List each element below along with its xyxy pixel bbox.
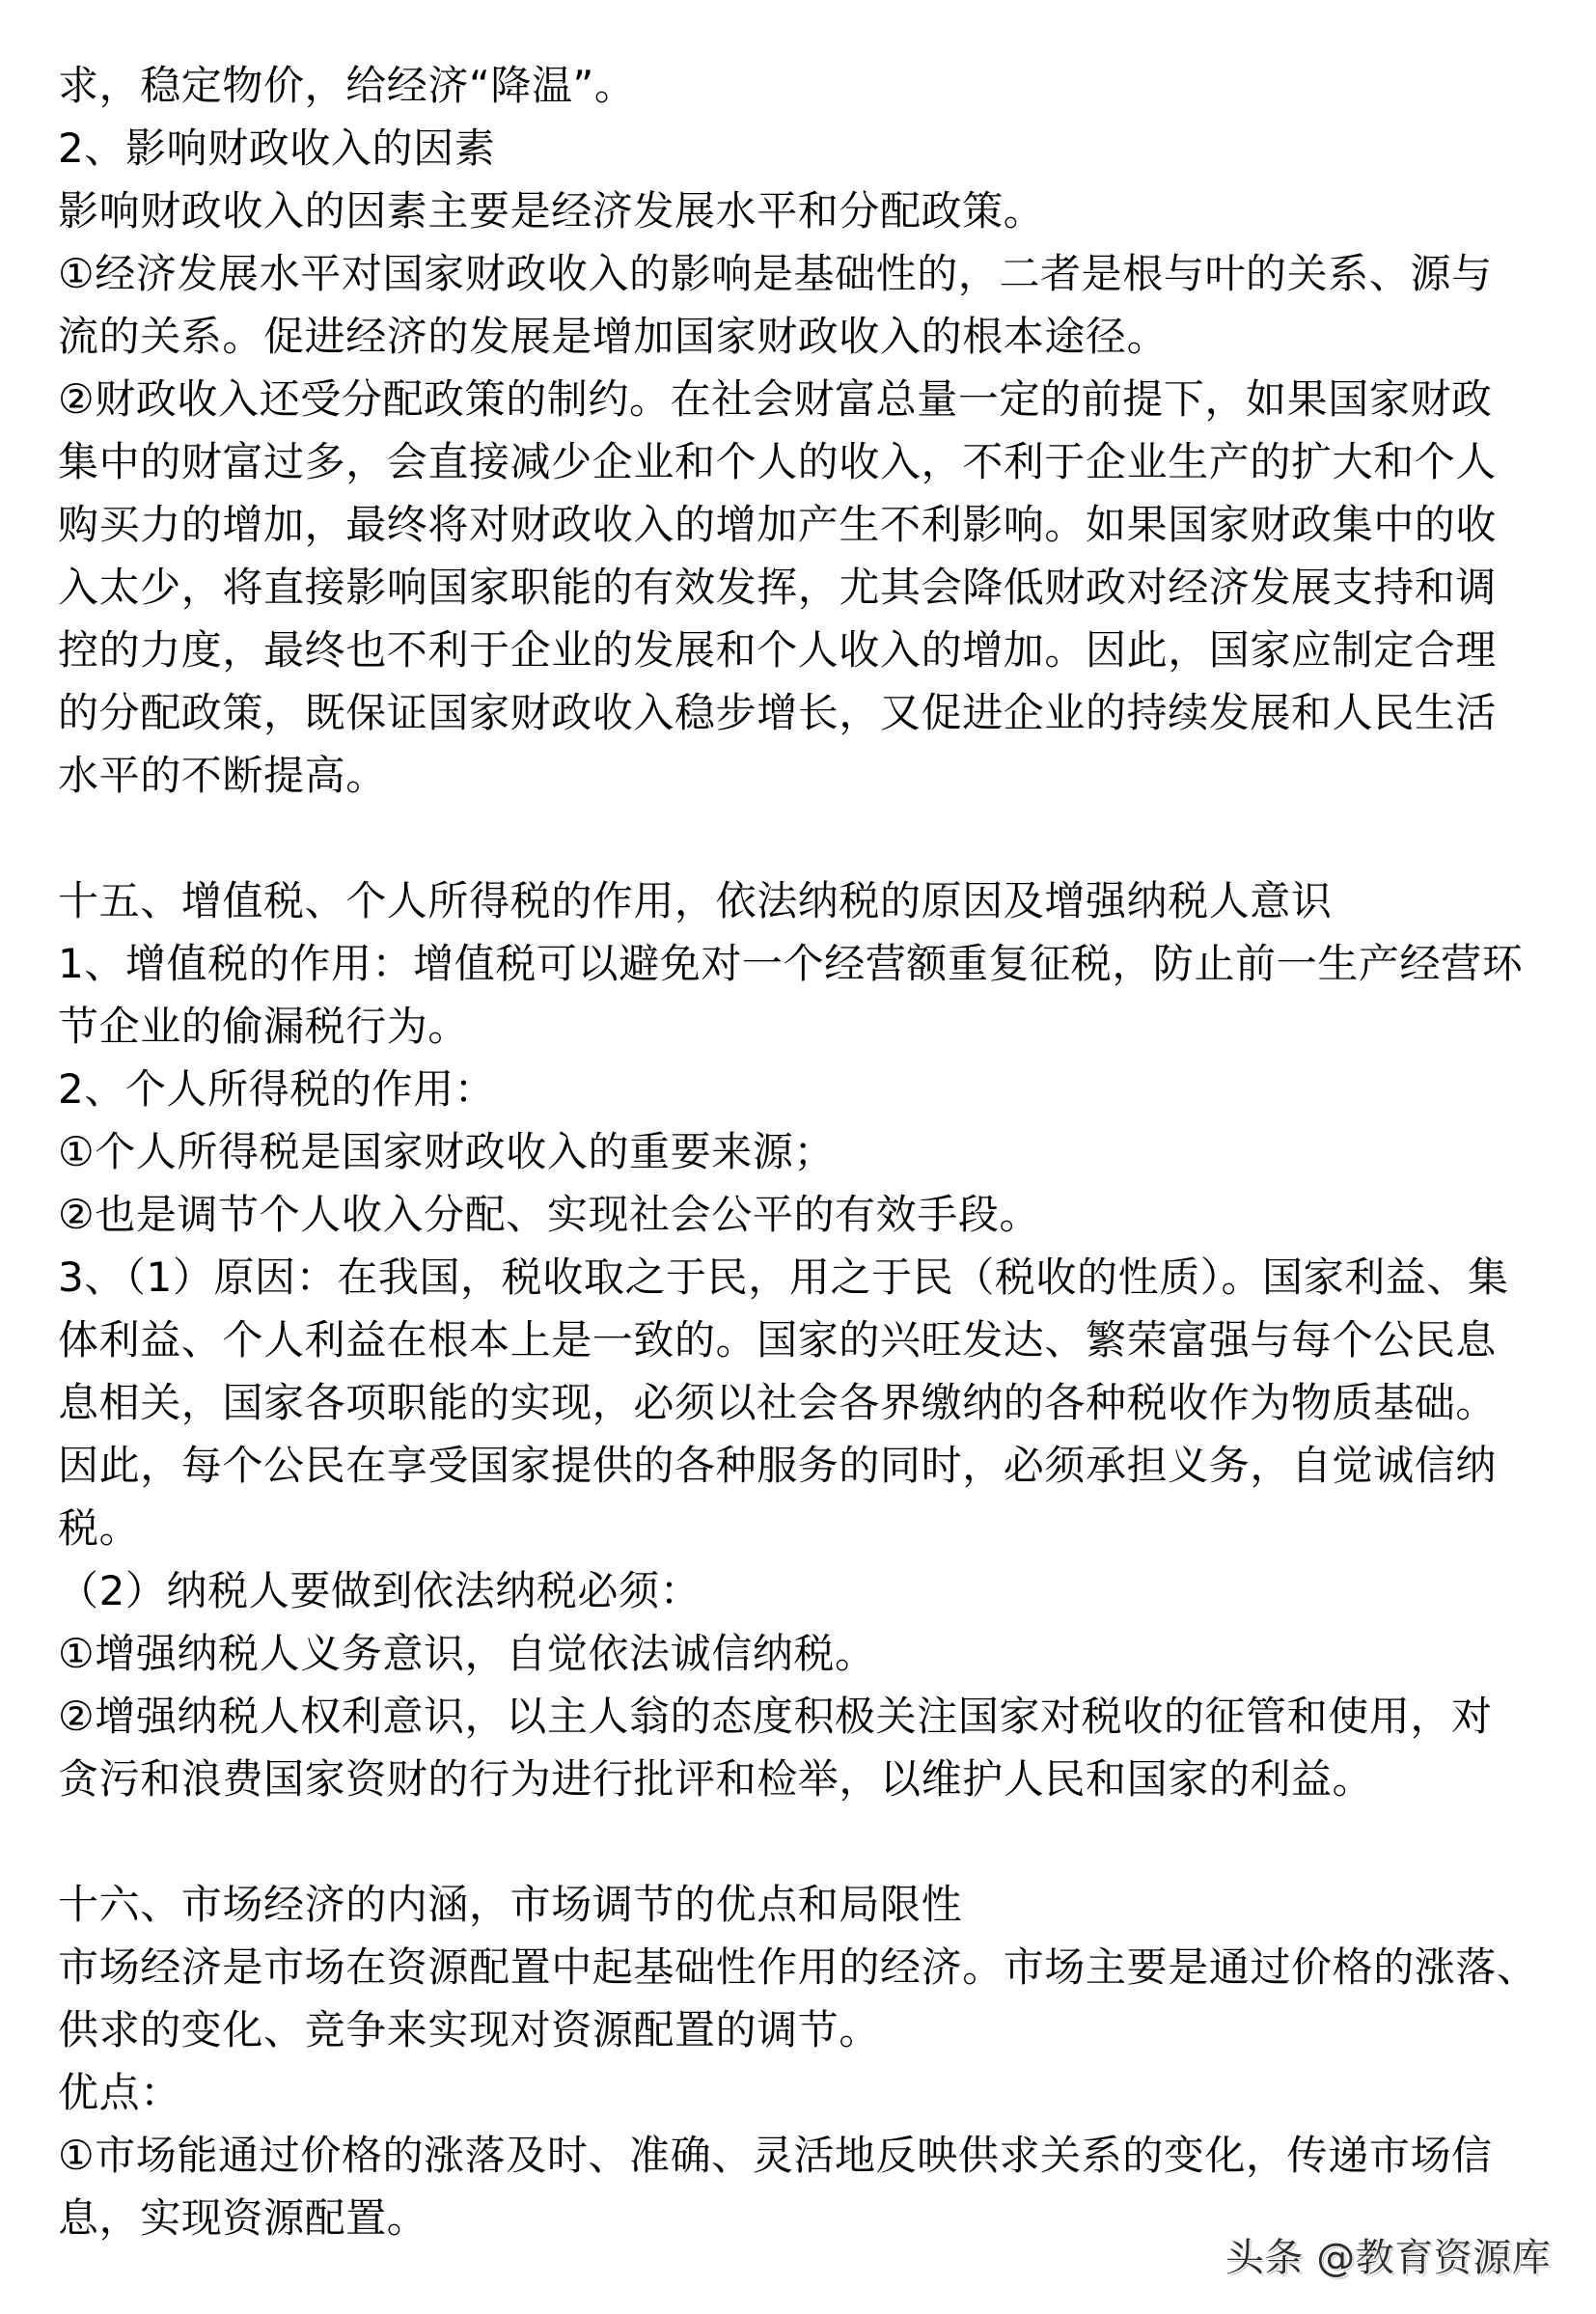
text-line: 贪污和浪费国家资财的行为进行批评和检举，以维护人民和国家的利益。 <box>58 1755 1374 1803</box>
text-line: 因此，每个公民在享受国家提供的各种服务的同时，必须承担义务，自觉诚信纳 <box>58 1442 1498 1489</box>
subsection-heading: 2、个人所得税的作用： <box>58 1065 496 1113</box>
text-line: ②财政收入还受分配政策的制约。在社会财富总量一定的前提下，如果国家财政 <box>58 375 1493 423</box>
text-line: 供求的变化、竞争来实现对资源配置的调节。 <box>58 2006 881 2053</box>
text-line: 水平的不断提高。 <box>58 752 387 799</box>
section-heading-16: 十六、市场经济的内涵，市场调节的优点和局限性 <box>58 1881 963 1928</box>
text-line: 市场经济是市场在资源配置中起基础性作用的经济。市场主要是通过价格的涨落、 <box>58 1943 1538 1991</box>
watermark: 头条 @教育资源库 <box>1225 2236 1552 2280</box>
text-line: 入太少，将直接影响国家职能的有效发挥，尤其会降低财政对经济发展支持和调 <box>58 564 1498 611</box>
subsection-heading: 优点： <box>58 2069 181 2116</box>
text-line: 1、增值税的作用：增值税可以避免对一个经营额重复征税，防止前一生产经营环 <box>58 940 1524 987</box>
text-line: 购买力的增加，最终将对财政收入的增加产生不利影响。如果国家财政集中的收 <box>58 501 1498 548</box>
text-line: ①经济发展水平对国家财政收入的影响是基础性的，二者是根与叶的关系、源与 <box>58 250 1493 297</box>
text-line: ②也是调节个人收入分配、实现社会公平的有效手段。 <box>58 1191 1041 1238</box>
text-line: 息相关，国家各项职能的实现，必须以社会各界缴纳的各种税收作为物质基础。 <box>58 1379 1498 1426</box>
text-line: 息，实现资源配置。 <box>58 2194 428 2242</box>
text-line: 3、（1）原因：在我国，税收取之于民，用之于民（税收的性质）。国家利益、集 <box>58 1253 1509 1301</box>
document-body <box>58 54 1582 2249</box>
text-line: 集中的财富过多，会直接减少企业和个人的收入，不利于企业生产的扩大和个人 <box>58 438 1498 485</box>
blank-line <box>58 1810 1582 1873</box>
text-line: 影响财政收入的因素主要是经济发展水平和分配政策。 <box>58 187 1045 234</box>
text-line: （2）纳税人要做到依法纳税必须： <box>58 1567 702 1614</box>
text-line: 流的关系。促进经济的发展是增加国家财政收入的根本途径。 <box>58 313 1169 360</box>
subsection-heading: 2、影响财政收入的因素 <box>58 124 496 172</box>
text-line: 的分配政策，既保证国家财政收入稳步增长，又促进企业的持续发展和人民生活 <box>58 689 1498 736</box>
text-line: 控的力度，最终也不利于企业的发展和个人收入的增加。因此，国家应制定合理 <box>58 626 1498 674</box>
text-line: ②增强纳税人权利意识，以主人翁的态度积极关注国家对税收的征管和使用，对 <box>58 1693 1493 1740</box>
text-line: 求，稳定物价，给经济“降温”。 <box>58 62 636 109</box>
text-line: 节企业的偷漏税行为。 <box>58 1003 470 1050</box>
blank-line <box>58 807 1582 869</box>
text-line: ①个人所得税是国家财政收入的重要来源； <box>58 1128 836 1175</box>
text-line: ①增强纳税人义务意识，自觉依法诚信纳税。 <box>58 1630 876 1677</box>
section-heading-15: 十五、增值税、个人所得税的作用，依法纳税的原因及增强纳税人意识 <box>58 877 1333 924</box>
text-line: 税。 <box>58 1504 141 1552</box>
text-line: 体利益、个人利益在根本上是一致的。国家的兴旺发达、繁荣富强与每个公民息 <box>58 1316 1498 1364</box>
text-line: ①市场能通过价格的涨落及时、准确、灵活地反映供求关系的变化，传递市场信 <box>58 2132 1493 2179</box>
